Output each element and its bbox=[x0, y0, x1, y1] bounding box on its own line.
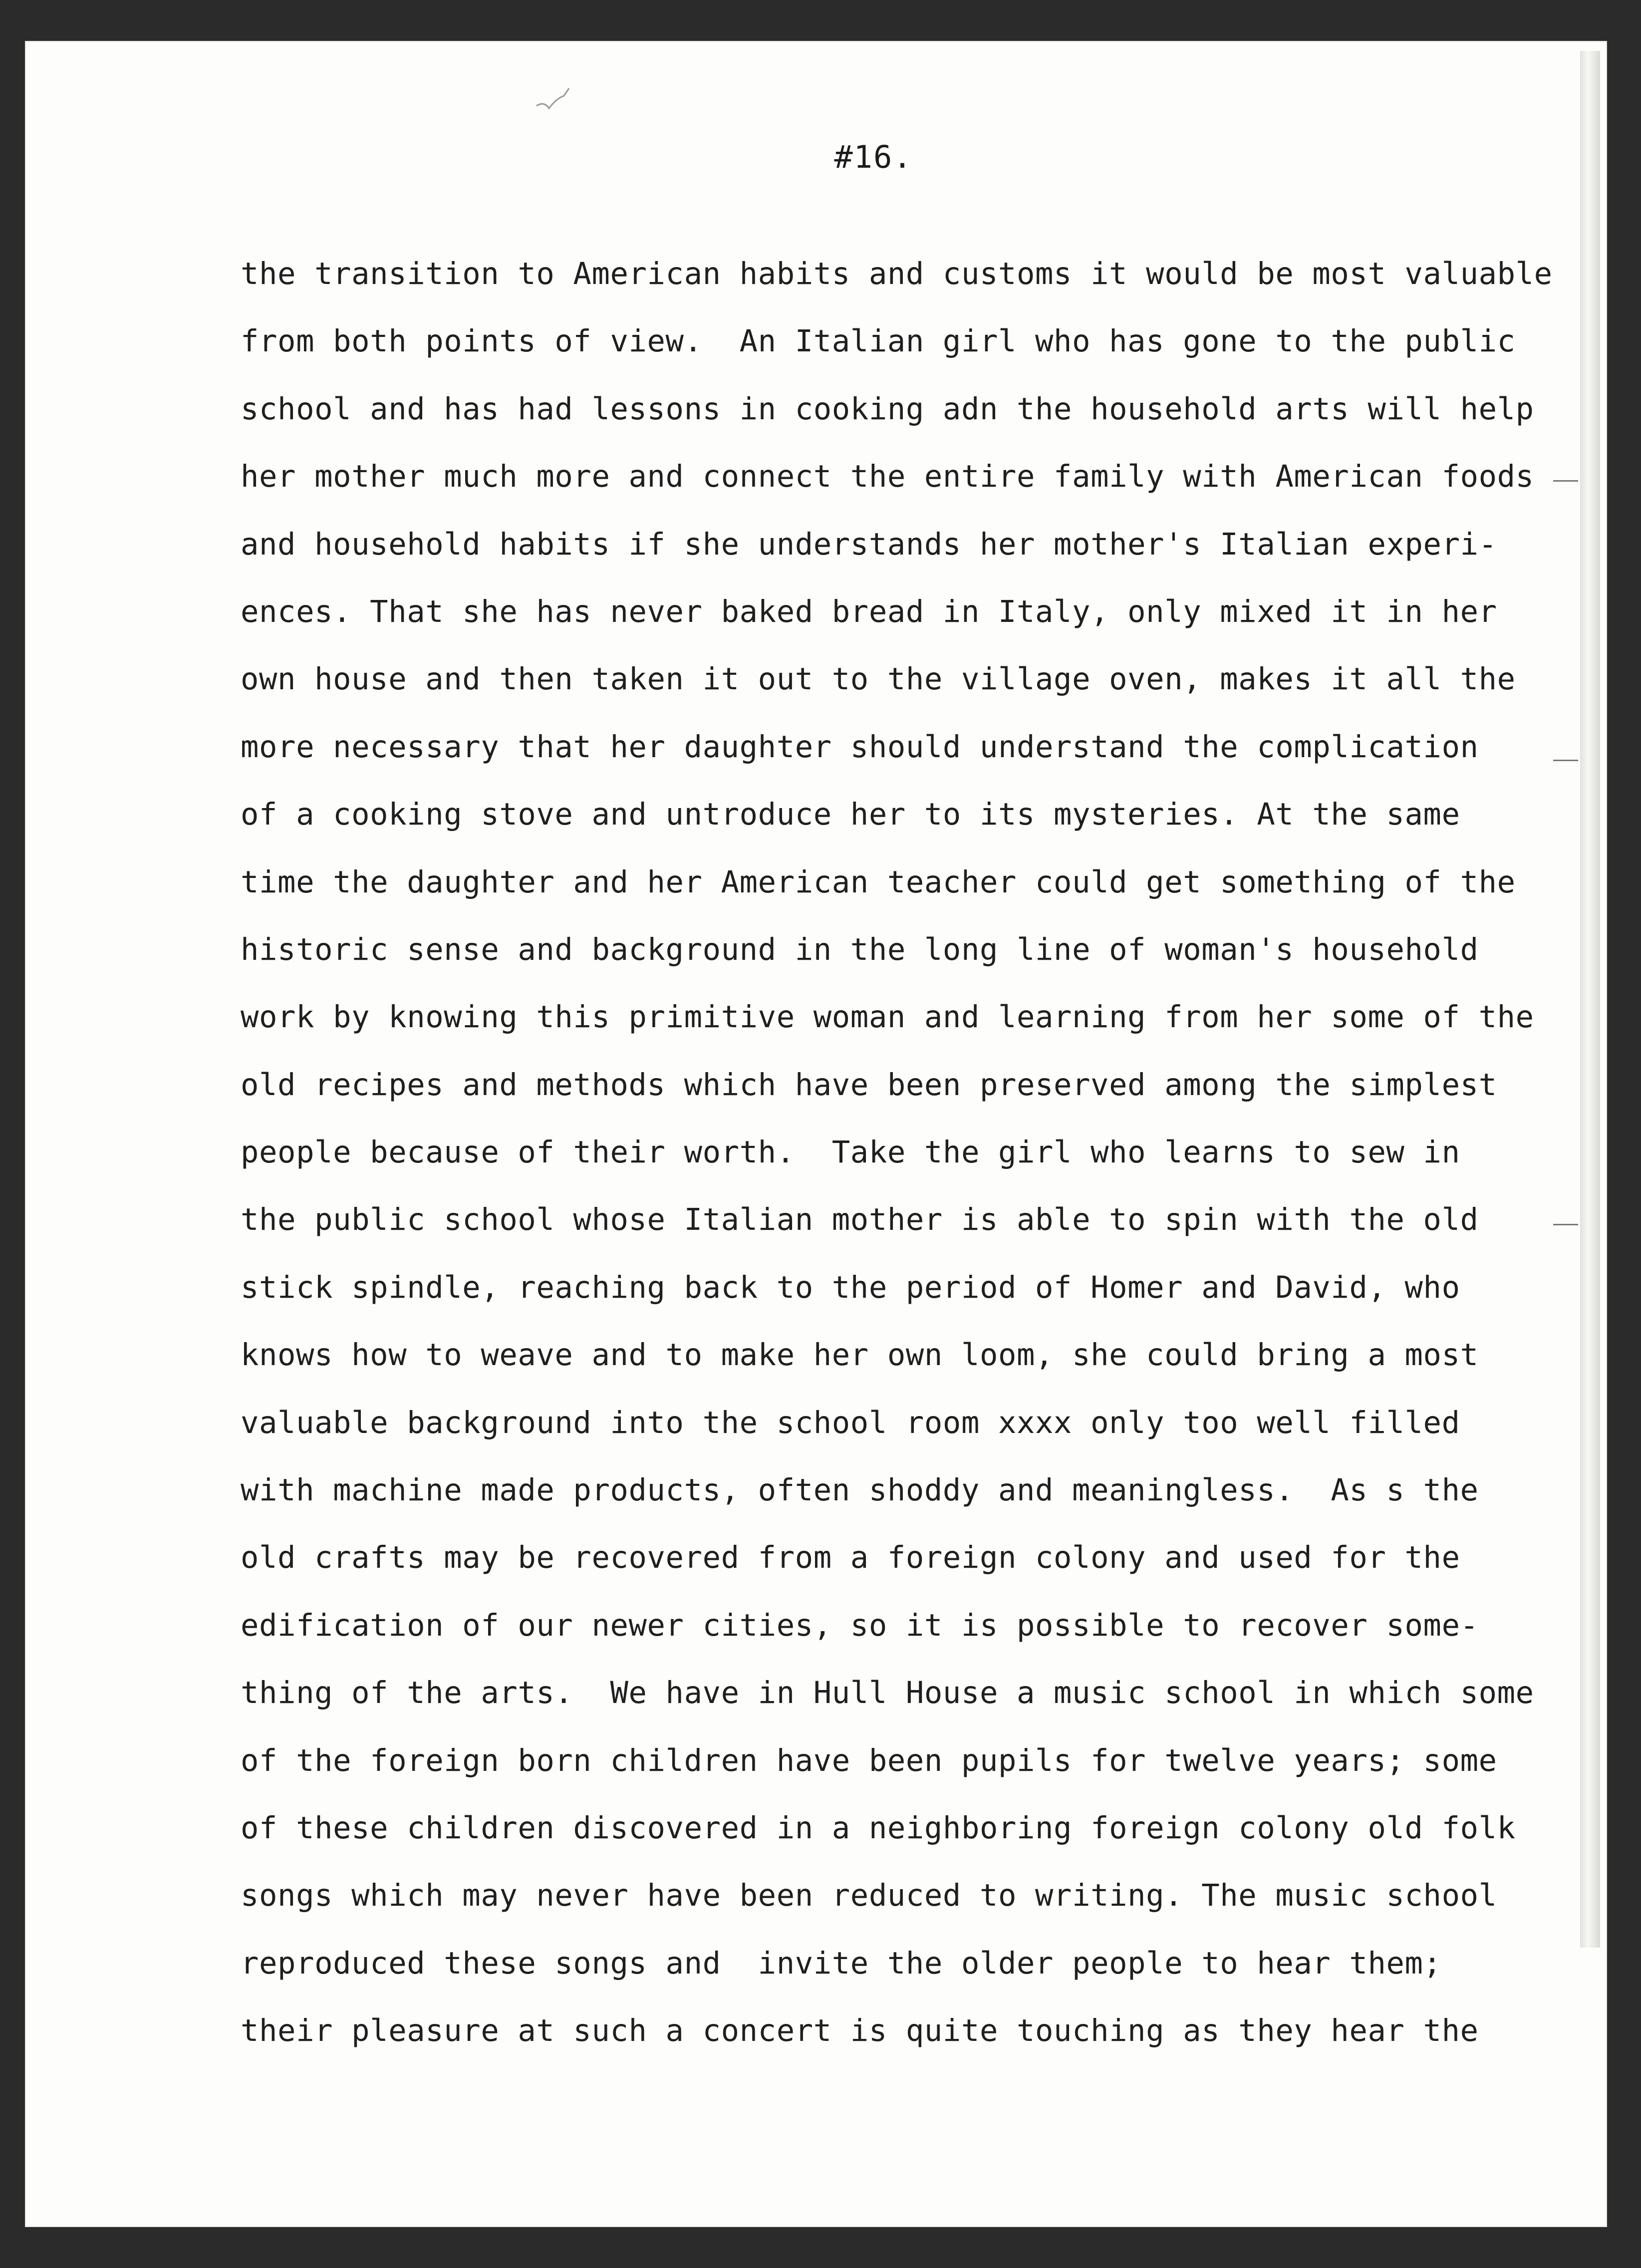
text-line: ences. That she has never baked bread in Italy, only mixed it in her bbox=[241, 594, 1497, 629]
text-line: old recipes and methods which have been preserved among the simplest bbox=[241, 1067, 1497, 1103]
text-line: old crafts may be recovered from a foreign colony and used for the bbox=[241, 1540, 1460, 1576]
text-line: her mother much more and connect the entire family with American foods bbox=[241, 459, 1534, 495]
text-line: stick spindle, reaching back to the period of Homer and David, who bbox=[241, 1270, 1460, 1305]
margin-tick bbox=[1553, 760, 1578, 761]
text-line: with machine made products, often shoddy and meaningless. As s the bbox=[241, 1473, 1479, 1508]
text-line: thing of the arts. We have in Hull House a music school in which some bbox=[241, 1676, 1534, 1711]
text-line: the public school whose Italian mother is able to spin with the old bbox=[241, 1202, 1479, 1238]
document-body bbox=[241, 241, 1618, 2065]
text-line: own house and then taken it out to the village oven, makes it all the bbox=[241, 662, 1516, 697]
text-line: of these children discovered in a neighboring foreign colony old folk bbox=[241, 1810, 1516, 1846]
text-line: of a cooking stove and untroduce her to its mysteries. At the same bbox=[241, 797, 1460, 833]
text-line: of the foreign born children have been pupils for twelve years; some bbox=[241, 1743, 1497, 1778]
typewritten-page bbox=[25, 41, 1607, 2227]
text-line: reproduced these songs and invite the older people to hear them; bbox=[241, 1946, 1442, 1981]
text-line: people because of their worth. Take the girl who learns to sew in bbox=[241, 1135, 1460, 1170]
text-line: historic sense and background in the long line of woman's household bbox=[241, 932, 1479, 967]
text-line: more necessary that her daughter should understand the complication bbox=[241, 729, 1479, 765]
text-line: work by knowing this primitive woman and learning from her some of the bbox=[241, 1000, 1534, 1035]
text-line: songs which may never have been reduced to writing. The music school bbox=[241, 1878, 1497, 1914]
text-line: their pleasure at such a concert is quite touching as they hear the bbox=[241, 2013, 1479, 2049]
text-line: school and has had lessons in cooking adn the household arts will help bbox=[241, 391, 1534, 427]
margin-tick bbox=[1553, 480, 1578, 482]
text-line: the transition to American habits and customs it would be most valuable bbox=[241, 257, 1553, 291]
text-line: valuable background into the school room xxxx only too well filled bbox=[241, 1405, 1460, 1440]
text-line: knows how to weave and to make her own loom, she could bring a most bbox=[241, 1338, 1479, 1373]
page-number: #16. bbox=[834, 139, 913, 175]
text-line: and household habits if she understands her mother's Italian experi- bbox=[241, 527, 1497, 562]
text-line: time the daughter and her American teacher could get something of the bbox=[241, 864, 1516, 900]
margin-tick bbox=[1553, 1224, 1578, 1225]
text-line: edification of our newer cities, so it is possible to recover some- bbox=[241, 1608, 1479, 1643]
pencil-mark-icon bbox=[534, 86, 574, 116]
text-line: from both points of view. An Italian girl who has gone to the public bbox=[241, 324, 1516, 359]
